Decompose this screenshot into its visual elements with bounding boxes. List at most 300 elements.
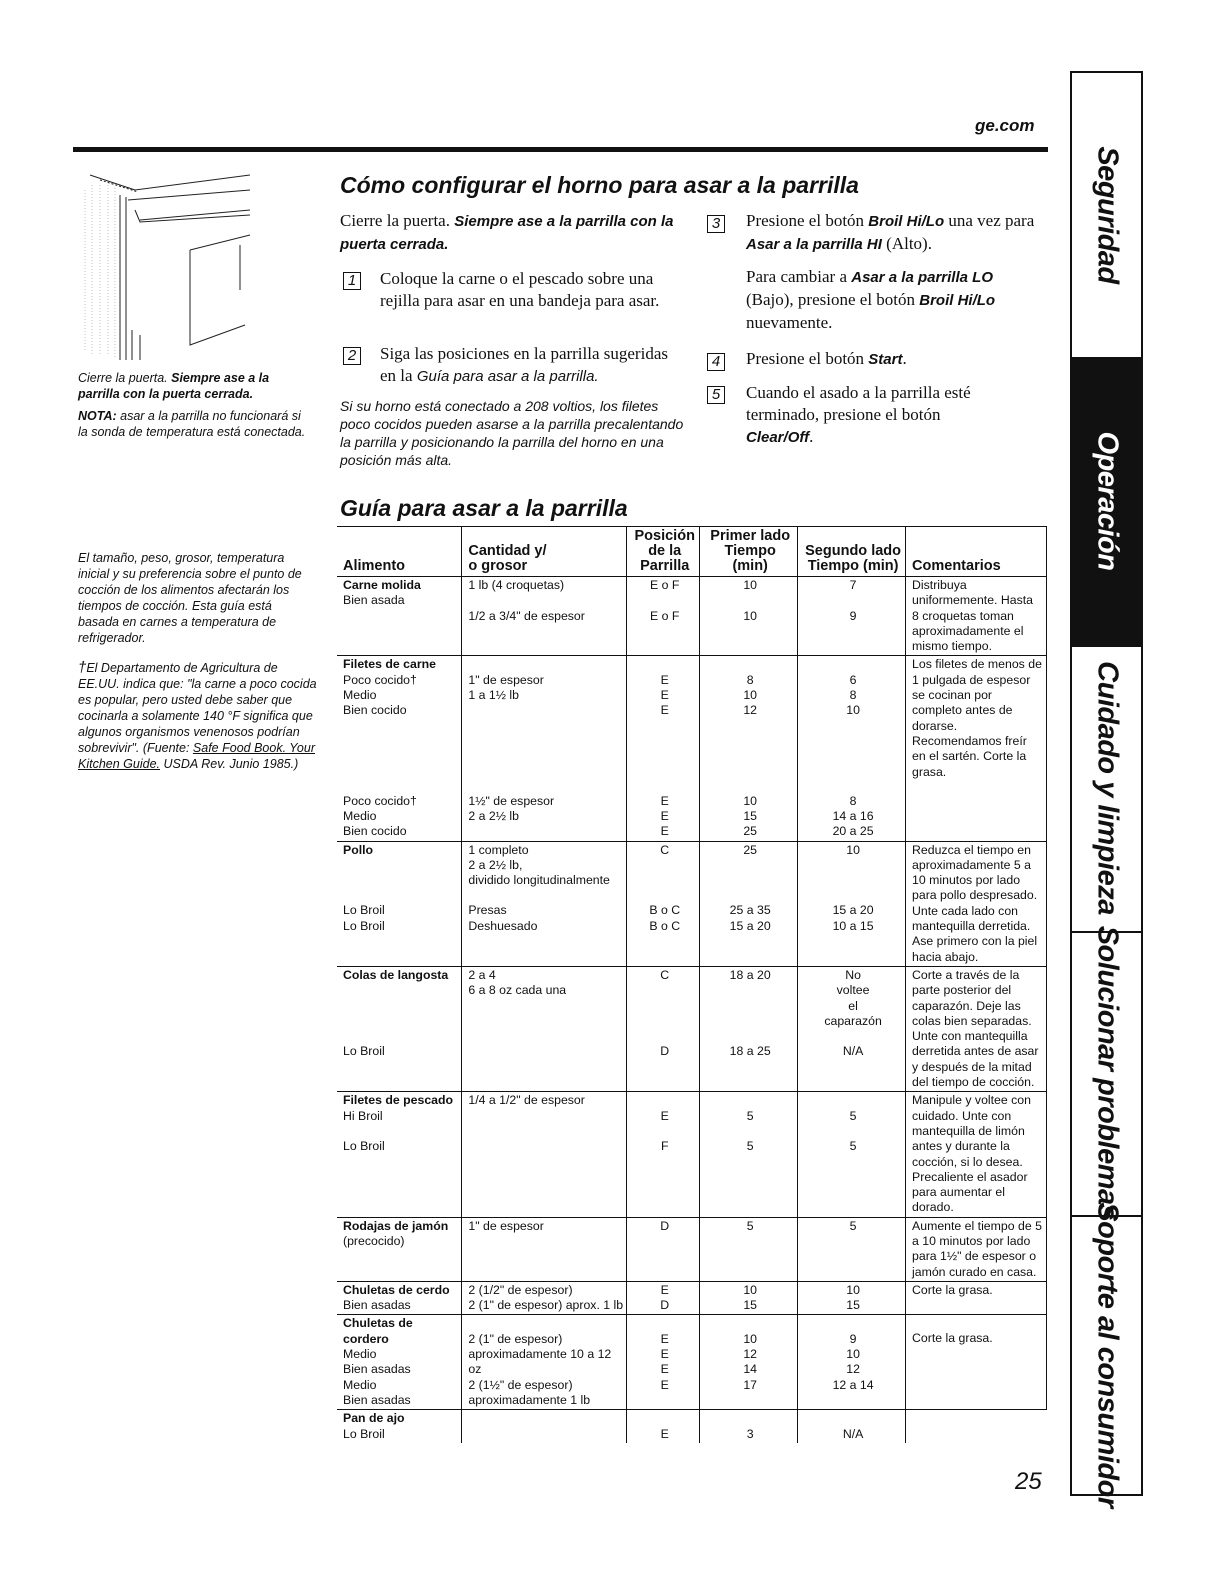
cell-line-t2: el	[848, 998, 858, 1013]
cell-food	[337, 656, 462, 841]
tab-seguridad-label: Seguridad	[1091, 146, 1123, 284]
cell-line-t2	[804, 657, 902, 672]
cell-line-pos: C	[660, 842, 670, 857]
cell-line-food	[343, 983, 458, 998]
cell-line-t1	[706, 657, 794, 672]
cell-line-qty	[468, 1316, 623, 1331]
cell-line-t2: 8	[849, 793, 857, 808]
cell-line-t2: N/A	[842, 1426, 864, 1441]
cell-line-food: Bien cocido	[343, 824, 407, 839]
cell-qty	[462, 966, 627, 1091]
cell-line-t1: 18 a 20	[729, 967, 771, 982]
cell-line-pos	[633, 593, 696, 608]
cell-comment	[906, 577, 1047, 656]
cell-t1	[700, 1092, 798, 1217]
cell-comment	[906, 1092, 1047, 1217]
cell-t2	[798, 1410, 906, 1443]
cell-line-food: Bien asadas	[343, 1362, 411, 1377]
cell-comment	[906, 1217, 1047, 1281]
cell-pos	[627, 1410, 700, 1443]
cell-line-qty: aproximadamente 1 lb	[468, 1392, 591, 1407]
header-comentarios: Comentarios	[906, 527, 1047, 577]
cell-line-food: Pollo	[343, 842, 374, 857]
page-number: 25	[1015, 1468, 1042, 1495]
cell-line-qty: 1 completo	[468, 842, 529, 857]
cell-line-t1	[706, 983, 794, 998]
comment-text: Corte la grasa.	[912, 1331, 993, 1346]
cell-line-food: (precocido)	[343, 1233, 405, 1248]
intro-text	[340, 210, 685, 256]
cell-comment	[906, 841, 1047, 966]
step-5-a: Cuando el asado a la parrilla esté terminado, presione el botón	[746, 383, 971, 424]
cell-line-t1: 5	[746, 1108, 754, 1123]
cell-line-food: Carne molida	[343, 578, 421, 592]
site-url: ge.com	[975, 116, 1035, 135]
cell-line-pos	[633, 1411, 696, 1426]
tab-cuidado-y-limpieza[interactable]	[1072, 645, 1141, 933]
table-row	[337, 577, 1047, 656]
cell-line-food: Medio	[343, 1347, 377, 1362]
cell-t2	[798, 1281, 906, 1315]
cell-line-t1: 25	[743, 842, 758, 857]
cell-line-t2	[804, 1411, 902, 1426]
cell-line-t2: 10	[846, 703, 860, 718]
usda-source-a: (Fuente:	[142, 741, 193, 755]
cell-qty	[462, 656, 627, 841]
cell-line-t1: 5	[746, 1218, 754, 1233]
table-header-row	[337, 527, 1047, 577]
comment-text: Aumente el tiempo de 5 a 10 minutos por lado para 1½" de espesor o jamón curado en casa.	[912, 1218, 1042, 1279]
cell-line-qty	[468, 1109, 623, 1124]
header-primer-lado: Primer lado Tiempo (min)	[700, 527, 798, 577]
cell-line-food	[343, 1014, 458, 1029]
header-segundo-lado: Segundo lado Tiempo (min)	[798, 527, 906, 577]
step-4-c: .	[902, 349, 907, 368]
step-4-b: Start	[868, 351, 903, 368]
cell-line-t1: 10	[743, 1331, 758, 1346]
step-2-italic: Guía para asar a la parrilla.	[416, 368, 599, 385]
cell-line-qty: Deshuesado	[468, 918, 538, 933]
cell-t2	[798, 1092, 906, 1217]
usda-note	[78, 660, 318, 772]
cell-t1	[700, 1217, 798, 1281]
usda-source-link: Safe Food Book. Your Kitchen Guide.	[78, 741, 315, 771]
cell-line-t2: 5	[849, 1108, 857, 1123]
cell-line-qty: 6 a 8 oz cada una	[468, 983, 567, 998]
cell-t1	[700, 1315, 798, 1410]
section-title-guia: Guía para asar a la parrilla	[340, 495, 628, 521]
cell-line-t1: 10	[743, 688, 758, 703]
tab-operacion[interactable]	[1072, 357, 1141, 647]
cell-line-food	[343, 858, 458, 873]
cell-line-t2: 10	[846, 842, 860, 857]
cell-line-t2: 10	[846, 1282, 860, 1297]
cell-line-pos: D	[660, 1044, 670, 1059]
step-3-a: Presione el botón	[746, 211, 869, 230]
cell-qty	[462, 841, 627, 966]
step-5-b: Clear/Off	[746, 429, 810, 446]
tab-solucionar-label: Solucionar problemas	[1091, 925, 1123, 1221]
step-3-marker: 3	[707, 215, 725, 233]
cell-line-pos	[633, 1234, 696, 1249]
table-row	[337, 1315, 1047, 1410]
cell-line-t2: 15	[846, 1298, 860, 1313]
nota-label: NOTA:	[78, 409, 117, 423]
cell-food	[337, 1410, 462, 1443]
cell-line-pos: E o F	[650, 608, 680, 623]
cell-food	[337, 966, 462, 1091]
tab-solucionar-problemas[interactable]	[1072, 925, 1141, 1221]
door-caption	[78, 370, 313, 440]
tab-soporte-label: Soporte al consumidor	[1091, 1201, 1123, 1508]
cell-line-t1: 15 a 20	[729, 918, 771, 933]
cell-line-food: Lo Broil	[343, 1426, 385, 1441]
tab-seguridad[interactable]	[1072, 73, 1141, 359]
cell-line-pos: E	[660, 1331, 669, 1346]
table-row	[337, 841, 1047, 966]
cell-line-t2: 6	[849, 672, 857, 687]
cell-food	[337, 1281, 462, 1315]
cell-line-t2: caparazón	[824, 1013, 882, 1028]
usda-text: El Departamento de Agricultura de EE.UU. indica que: "la carne a poco cocida es popular, pero usted debe saber que cocinarla a solamente 140 °F significa que algunos organismos venenosos podrían sobrevivir".	[78, 661, 317, 755]
tab-cuidado-label: Cuidado y limpieza	[1091, 661, 1123, 915]
cell-line-t1: 25 a 35	[729, 903, 771, 918]
cell-comment	[906, 656, 1047, 841]
cell-line-t1: 18 a 25	[729, 1044, 771, 1059]
cell-pos	[627, 1217, 700, 1281]
cell-line-t2	[804, 1093, 902, 1108]
cell-line-t2: 5	[849, 1138, 857, 1153]
cell-line-food: Lo Broil	[343, 1044, 385, 1059]
cell-line-pos: E	[660, 1426, 669, 1441]
cell-line-qty: 2 a 4	[468, 967, 496, 982]
usda-source-b: USDA Rev. Junio 1985.)	[160, 757, 299, 771]
cell-line-food: Filetes de pescado	[343, 1093, 454, 1108]
step-4-marker: 4	[707, 353, 725, 371]
cell-line-t2	[804, 593, 902, 608]
cell-t2	[798, 656, 906, 841]
cell-line-pos: B o C	[649, 903, 681, 918]
cell-food	[337, 577, 462, 656]
cell-comment	[906, 1410, 1047, 1443]
cell-line-qty: 1/2 a 3/4" de espesor	[468, 608, 585, 623]
cell-food	[337, 841, 462, 966]
cell-line-food: Chuletas de cerdo	[343, 1282, 450, 1297]
cell-line-t2: 8	[849, 688, 857, 703]
cell-comment	[906, 1315, 1047, 1410]
cell-line-food: Bien cocido	[343, 703, 407, 718]
cell-qty	[462, 577, 627, 656]
cell-line-qty: aproximadamente 10 a 12 oz	[468, 1347, 612, 1377]
cell-line-t2: 14 a 16	[832, 808, 874, 823]
header-posicion: Posición de la Parrilla	[627, 527, 700, 577]
step-4-text	[746, 348, 1026, 371]
cell-line-qty	[468, 1014, 623, 1029]
cell-t1	[700, 966, 798, 1091]
section-tabs	[1070, 71, 1143, 1508]
cell-line-t1: 12	[743, 703, 758, 718]
tab-soporte-al-consumidor[interactable]	[1072, 1201, 1141, 1508]
step-3b-d: Broil Hi/Lo	[919, 292, 996, 309]
cell-line-t1: 14	[743, 1362, 758, 1377]
cell-line-qty	[468, 657, 623, 672]
step-2-marker: 2	[343, 347, 361, 365]
comment-text: Corte la grasa.	[912, 1282, 993, 1297]
cell-line-qty	[468, 1411, 623, 1426]
cell-line-food: Poco cocido†	[343, 793, 417, 808]
door-caption-bold: Siempre ase a la parrilla con la puerta cerrada.	[78, 371, 270, 401]
cell-line-t1: 17	[743, 1377, 758, 1392]
cell-pos	[627, 1315, 700, 1410]
cell-food	[337, 1217, 462, 1281]
cell-line-food: Medio	[343, 808, 377, 823]
cell-pos	[627, 966, 700, 1091]
cell-food	[337, 1315, 462, 1410]
cell-line-t1: 15	[743, 808, 758, 823]
cell-line-t2: 7	[849, 578, 857, 592]
step-3b-a: Para cambiar a	[746, 267, 852, 286]
cell-line-pos: D	[660, 1298, 670, 1313]
cell-line-food: Chuletas de cordero	[343, 1316, 413, 1346]
cell-line-t2: voltee	[836, 983, 870, 998]
cell-comment	[906, 1281, 1047, 1315]
cell-line-qty	[468, 1044, 623, 1059]
table-row	[337, 1092, 1047, 1217]
cell-t2	[798, 841, 906, 966]
step-3-b: Broil Hi/Lo	[868, 213, 945, 230]
cell-line-t1	[706, 1014, 794, 1029]
step-3b-c: (Bajo), presione el botón	[746, 290, 920, 309]
header-cantidad: Cantidad y/ o grosor	[462, 527, 627, 577]
cell-line-food	[343, 873, 458, 888]
table-body	[337, 577, 1047, 1443]
nota	[78, 408, 313, 440]
cell-line-t1: 10	[743, 793, 758, 808]
voltage-note: Si su horno está conectado a 208 voltios, los filetes poco cocidos pueden asarse a la parrilla precalentando la parrilla y posicionando la parrilla del horno en una posición más alta.	[340, 398, 684, 468]
cell-line-t1: 8	[746, 672, 754, 687]
step-4-a: Presione el botón	[746, 349, 869, 368]
cell-line-pos: F	[660, 1138, 669, 1153]
cell-line-t1	[706, 1316, 794, 1331]
cell-t2	[798, 966, 906, 1091]
step-3-lo-text	[746, 266, 1026, 334]
cell-line-t2	[804, 1234, 902, 1249]
step-5-text	[746, 382, 1011, 449]
cell-pos	[627, 656, 700, 841]
cell-line-qty: 1" de espesor	[468, 672, 544, 687]
cell-line-t2	[804, 858, 902, 873]
step-5-marker: 5	[707, 386, 725, 404]
cell-line-pos: D	[660, 1218, 670, 1233]
nota-text: asar a la parrilla no funcionará si la sonda de temperatura está conectada.	[78, 409, 306, 439]
cell-line-qty	[468, 999, 623, 1014]
cell-line-qty: 1½" de espesor	[468, 793, 555, 808]
cell-line-pos: C	[660, 967, 670, 982]
cell-line-t2: 9	[849, 608, 857, 623]
cell-t2	[798, 1315, 906, 1410]
cell-line-pos: E o F	[650, 578, 680, 592]
cell-line-t1: 25	[743, 824, 758, 839]
cell-t1	[700, 656, 798, 841]
table-row	[337, 656, 1047, 841]
table-row	[337, 966, 1047, 1091]
cell-pos	[627, 1281, 700, 1315]
cell-line-pos: E	[660, 1362, 669, 1377]
cell-line-food: Lo Broil	[343, 903, 385, 918]
step-5-c: .	[809, 427, 814, 446]
cell-line-pos: E	[660, 1108, 669, 1123]
cell-line-food: Bien asada	[343, 593, 405, 608]
cell-line-t1	[706, 593, 794, 608]
cell-line-food	[343, 999, 458, 1014]
cell-line-food: Medio	[343, 1377, 377, 1392]
cell-line-t2: 10	[846, 1347, 860, 1362]
cell-line-t2: N/A	[842, 1044, 864, 1059]
cell-line-t1: 3	[746, 1426, 754, 1441]
cell-line-pos: B o C	[649, 918, 681, 933]
cell-line-t2: 10 a 15	[832, 918, 874, 933]
cell-line-pos: E	[660, 1377, 669, 1392]
cell-line-t1: 10	[743, 608, 758, 623]
cell-line-t1: 15	[743, 1298, 758, 1313]
step-2-text	[380, 343, 685, 388]
cell-line-pos: E	[660, 672, 669, 687]
cell-line-pos	[633, 1316, 696, 1331]
cell-line-pos	[633, 1014, 696, 1029]
cell-line-qty	[468, 1139, 623, 1154]
cell-line-t1: 10	[743, 578, 758, 592]
header-alimento: Alimento	[343, 558, 406, 574]
table-row	[337, 1410, 1047, 1443]
cell-line-qty	[468, 1234, 623, 1249]
cell-line-t1	[706, 858, 794, 873]
step-2-plain: Siga las posiciones en la parrilla sugeridas en la	[380, 344, 668, 385]
cell-pos	[627, 841, 700, 966]
comment-text: Corte a través de la parte posterior del caparazón. Deje las colas bien separadas. Unte con mantequilla derretida antes de asar y después de la mitad del tiempo de cocción.	[912, 967, 1039, 1090]
cell-line-t1	[706, 1411, 794, 1426]
cell-pos	[627, 577, 700, 656]
cell-qty	[462, 1217, 627, 1281]
cell-line-pos	[633, 999, 696, 1014]
table-row	[337, 1281, 1047, 1315]
cell-line-pos	[633, 858, 696, 873]
step-1-text: Coloque la carne o el pescado sobre una rejilla para asar en una bandeja para asar.	[380, 269, 660, 310]
cell-line-t2	[804, 1316, 902, 1331]
cell-food	[337, 1092, 462, 1217]
cell-line-qty: 1 a 1½ lb	[468, 688, 519, 703]
dagger-mark: †	[78, 659, 87, 676]
cell-line-food: Rodajas de jamón	[343, 1218, 449, 1233]
cell-line-pos: E	[660, 1282, 669, 1297]
cell-line-qty: 1" de espesor	[468, 1218, 544, 1233]
comment-text: Distribuya uniformemente. Hasta 8 croquetas toman aproximadamente el mismo tiempo.	[912, 578, 1034, 654]
cell-line-qty	[468, 703, 623, 718]
cell-line-pos	[633, 1093, 696, 1108]
table-row	[337, 1217, 1047, 1281]
cell-line-t1	[706, 873, 794, 888]
broiling-guide-table	[337, 526, 1047, 1443]
cell-line-food: Medio	[343, 688, 377, 703]
cell-line-qty: 2 a 2½ lb,	[468, 857, 523, 872]
cell-line-qty: 2 (1" de espesor)	[468, 1331, 563, 1346]
cell-line-t2: No	[845, 967, 861, 982]
cell-line-qty	[468, 1427, 623, 1442]
cell-t2	[798, 577, 906, 656]
cell-line-food: Poco cocido†	[343, 672, 417, 687]
cell-line-pos	[633, 873, 696, 888]
step-1-marker: 1	[343, 272, 361, 290]
cell-line-t1: 10	[743, 1282, 758, 1297]
cell-pos	[627, 1092, 700, 1217]
cell-line-food: Filetes de carne	[343, 657, 436, 672]
cell-line-qty	[468, 593, 623, 608]
cell-line-pos: E	[660, 703, 669, 718]
cell-line-food: Lo Broil	[343, 1138, 385, 1153]
cell-line-food: Colas de langosta	[343, 967, 449, 982]
header-rule	[73, 147, 1048, 152]
step-3b-e: nuevamente.	[746, 313, 833, 332]
cell-line-food: Bien asadas	[343, 1298, 411, 1313]
comment-text: Los filetes de menos de 1 pulgada de espesor se cocinan por completo antes de dorarse. Recomendamos freír en el sartén. Corte la grasa.	[912, 657, 1042, 779]
cell-line-t1	[706, 1234, 794, 1249]
cell-line-pos: E	[660, 688, 669, 703]
cell-line-food: Lo Broil	[343, 918, 385, 933]
cell-line-t2: 20 a 25	[832, 824, 874, 839]
cell-t1	[700, 1410, 798, 1443]
step-3-e: (Alto).	[881, 234, 932, 253]
cell-line-pos: E	[660, 824, 669, 839]
cell-line-qty: 2 (1/2" de espesor)	[468, 1282, 573, 1297]
cell-line-qty	[468, 824, 623, 839]
intro-plain: Cierre la puerta.	[340, 211, 455, 230]
cell-qty	[462, 1281, 627, 1315]
cell-line-food: Hi Broil	[343, 1108, 383, 1123]
cell-line-t2: 9	[849, 1331, 857, 1346]
cell-qty	[462, 1315, 627, 1410]
cell-line-qty: 2 (1" de espesor) aprox. 1 lb	[468, 1298, 624, 1313]
cell-line-qty: 2 (1½" de espesor)	[468, 1377, 573, 1392]
cell-t1	[700, 577, 798, 656]
cell-line-t2: 5	[849, 1218, 857, 1233]
cell-line-qty: dividido longitudinalmente	[468, 873, 610, 888]
cell-line-qty: 1 lb (4 croquetas)	[468, 578, 565, 592]
door-caption-text: Cierre la puerta.	[78, 371, 172, 385]
cell-line-t1: 12	[743, 1347, 758, 1362]
step-3-c: una vez para	[944, 211, 1035, 230]
cell-comment	[906, 966, 1047, 1091]
comment-text: Reduzca el tiempo en aproximadamente 5 a 10 minutos por lado para pollo despresado. Unte cada lado con mantequilla derretida. Ase primero con la piel hacia abajo.	[912, 842, 1038, 964]
cell-line-t1: 5	[746, 1138, 754, 1153]
oven-door-illustration	[80, 170, 255, 365]
cell-line-t2: 15 a 20	[832, 903, 874, 918]
cell-line-food: Pan de ajo	[343, 1411, 405, 1426]
cooking-time-note: El tamaño, peso, grosor, temperatura inicial y su preferencia sobre el punto de cocción de los alimentos afectarán los tiempos de cocción. Esta guía está basada en carnes a temperatura de refrigerador.	[78, 551, 302, 645]
cell-line-pos	[633, 983, 696, 998]
cell-line-t1	[706, 999, 794, 1014]
cell-t2	[798, 1217, 906, 1281]
cell-line-t2	[804, 873, 902, 888]
section-title-configurar: Cómo configurar el horno para asar a la parrilla	[340, 172, 859, 198]
cell-line-t2: 12	[846, 1362, 860, 1377]
step-3b-b: Asar a la parrilla LO	[851, 269, 993, 286]
cell-line-pos: E	[660, 793, 669, 808]
cell-line-pos	[633, 657, 696, 672]
cell-line-qty: Presas	[468, 903, 507, 918]
cell-line-qty: 1/4 a 1/2" de espesor	[468, 1093, 585, 1108]
cell-line-food	[343, 609, 458, 624]
intro-bold: Siempre ase a la parrilla con la puerta cerrada.	[340, 213, 674, 253]
cell-line-qty: 2 a 2½ lb	[468, 808, 519, 823]
